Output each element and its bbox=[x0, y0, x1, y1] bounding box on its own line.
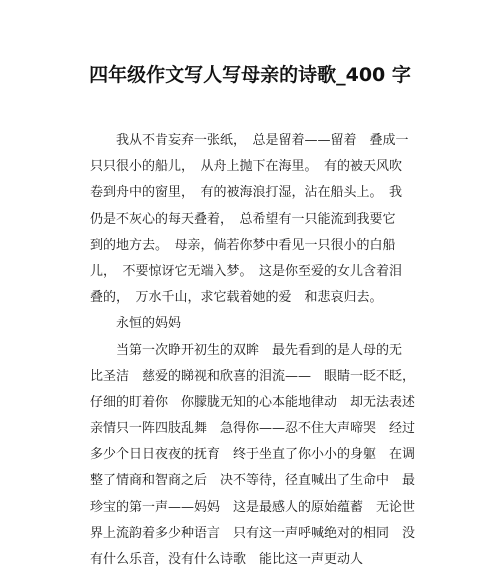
paragraph-line: 有什么乐音，没有什么诗歌 能比这一声更动人 bbox=[90, 552, 364, 567]
paragraph-line: 叠的， 万水千山，求它载着她的爱 和悲哀归去。 bbox=[90, 290, 383, 306]
paragraph-line: 整了情商和智商之后 决不等待，径直喊出了生命中 最 bbox=[90, 473, 416, 489]
document-title: 四年级作文写人写母亲的诗歌_400 字 bbox=[89, 64, 411, 86]
paragraph-line: 多少个日日夜夜的抚育 终于坐直了你小小的身躯 在调 bbox=[90, 447, 416, 463]
paragraph-line: 只只很小的船儿， 从舟上抛下在海里。 有的被天风吹 bbox=[90, 159, 403, 175]
paragraph-line: 当第一次睁开初生的双眸 最先看到的是人母的无 bbox=[116, 342, 403, 358]
paragraph-line: 亲情只一阵四肢乱舞 急得你——忍不住大声啼哭 经过 bbox=[90, 421, 416, 437]
section-heading: 永恒的妈妈 bbox=[116, 316, 182, 332]
paragraph-line: 珍宝的第一声——妈妈 这是最感人的原始蕴蓄 无论世 bbox=[90, 499, 416, 515]
paragraph-line: 界上流韵着多少种语言 只有这一声呼喊绝对的相同 没 bbox=[90, 525, 416, 541]
paragraph-line: 比圣洁 慈爱的睇视和欣喜的泪流—— 眼睛一眨不眨， bbox=[90, 368, 416, 384]
paragraph-line: 我从不肯妄弃一张纸， 总是留着——留着 叠成一 bbox=[116, 133, 409, 148]
paragraph-line: 卷到舟中的窗里， 有的被海浪打湿，沾在船头上。 我 bbox=[90, 185, 403, 201]
paragraph-line: 到的地方去。 母亲，倘若你梦中看见一只很小的白船 bbox=[90, 237, 396, 253]
paragraph-line: 仔细的盯着你 你朦胧无知的心本能地律动 却无法表述 bbox=[90, 394, 416, 410]
paragraph-line: 儿， 不要惊讶它无端入梦。 这是你至爱的女儿含着泪 bbox=[90, 263, 403, 279]
document-body bbox=[90, 128, 430, 573]
paragraph-line: 仍是不灰心的每天叠着， 总希望有一只能流到我要它 bbox=[90, 211, 396, 227]
